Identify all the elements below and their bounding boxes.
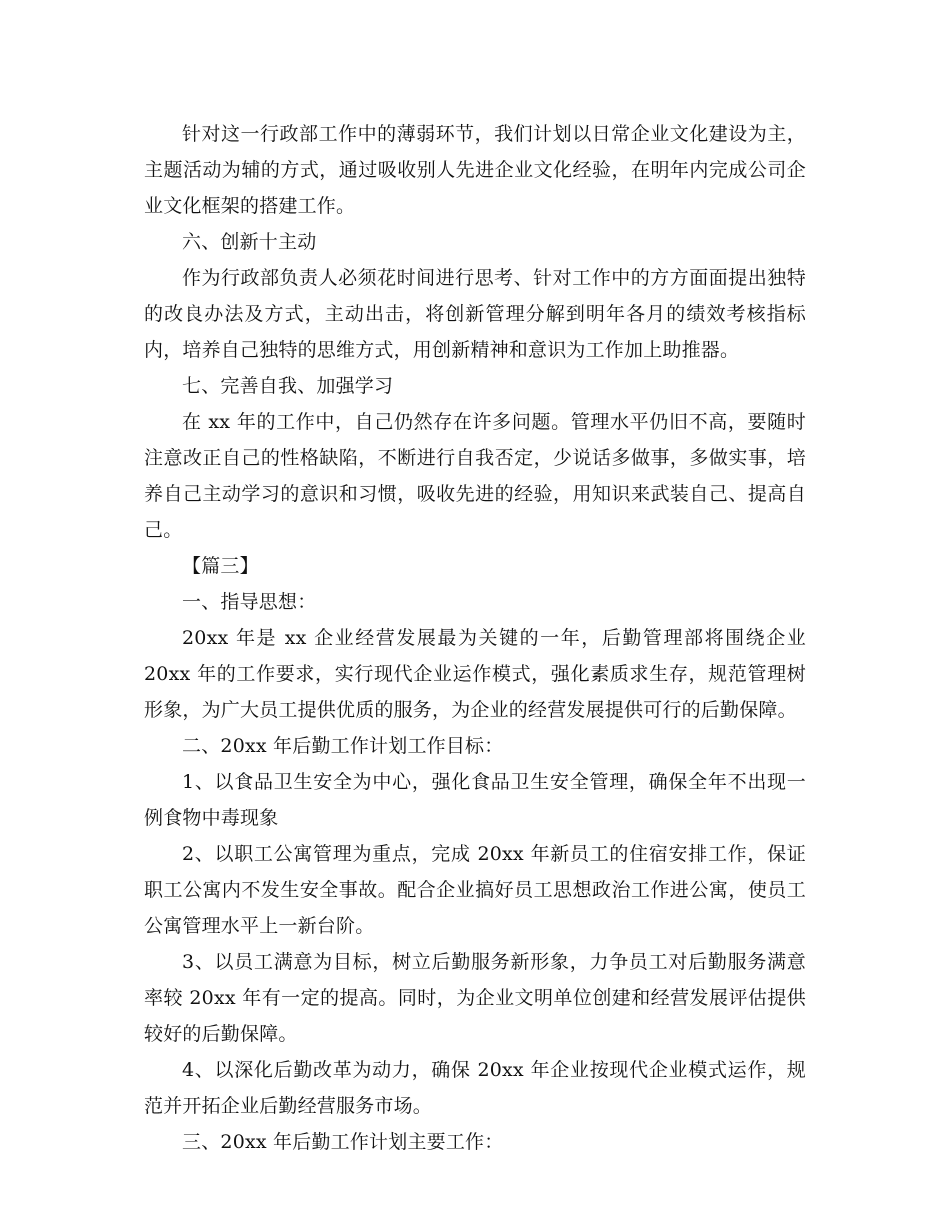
goal-item-3: 3、以员工满意为目标，树立后勤服务新形象，力争员工对后勤服务满意率较 20xx 年有一定的提高。同时，为企业文明单位创建和经营发展评估提供较好的后勤保障。 [144,951,806,1045]
paragraph-guiding-thought: 20xx 年是 xx 企业经营发展最为关键的一年，后勤管理部将围绕企业 20xx 年的工作要求，实行现代企业运作模式，强化素质求生存，规范管理树形象，为广大员工提供优质的服务，为企业的经营发展提供可行的后勤保障。 [144,627,806,721]
document-body [144,116,806,1160]
section-title-part-three: 【篇三】 [182,555,259,577]
heading-self-improvement: 七、完善自我、加强学习 [182,375,394,397]
goal-item-1: 1、以食品卫生安全为中心，强化食品卫生安全管理，确保全年不出现一例食物中毒现象 [144,771,806,829]
heading-main-work: 三、20xx 年后勤工作计划主要工作： [182,1131,504,1153]
heading-guiding-thought: 一、指导思想： [182,591,317,613]
goal-item-2: 2、以职工公寓管理为重点，完成 20xx 年新员工的住宿安排工作，保证职工公寓内不发生安全事故。配合企业搞好员工思想政治工作进公寓，使员工公寓管理水平上一新台阶。 [144,843,806,937]
heading-work-goals: 二、20xx 年后勤工作计划工作目标： [182,735,504,757]
heading-innovation: 六、创新十主动 [182,231,317,253]
paragraph-self-improvement: 在 xx 年的工作中，自己仍然存在许多问题。管理水平仍旧不高，要随时注意改正自己的性格缺陷，不断进行自我否定，少说话多做事，多做实事，培养自己主动学习的意识和习惯，吸收先进的经验，用知识来武装自己、提高自己。 [144,411,806,541]
paragraph-culture-framework: 针对这一行政部工作中的薄弱环节，我们计划以日常企业文化建设为主，主题活动为辅的方式，通过吸收别人先进企业文化经验，在明年内完成公司企业文化框架的搭建工作。 [144,123,806,217]
paragraph-innovation: 作为行政部负责人必须花时间进行思考、针对工作中的方方面面提出独特的改良办法及方式，主动出击，将创新管理分解到明年各月的绩效考核指标内，培养自己独特的思维方式，用创新精神和意识为工作加上助推器。 [144,267,806,361]
goal-item-4: 4、以深化后勤改革为动力，确保 20xx 年企业按现代企业模式运作，规范并开拓企业后勤经营服务市场。 [144,1059,806,1117]
